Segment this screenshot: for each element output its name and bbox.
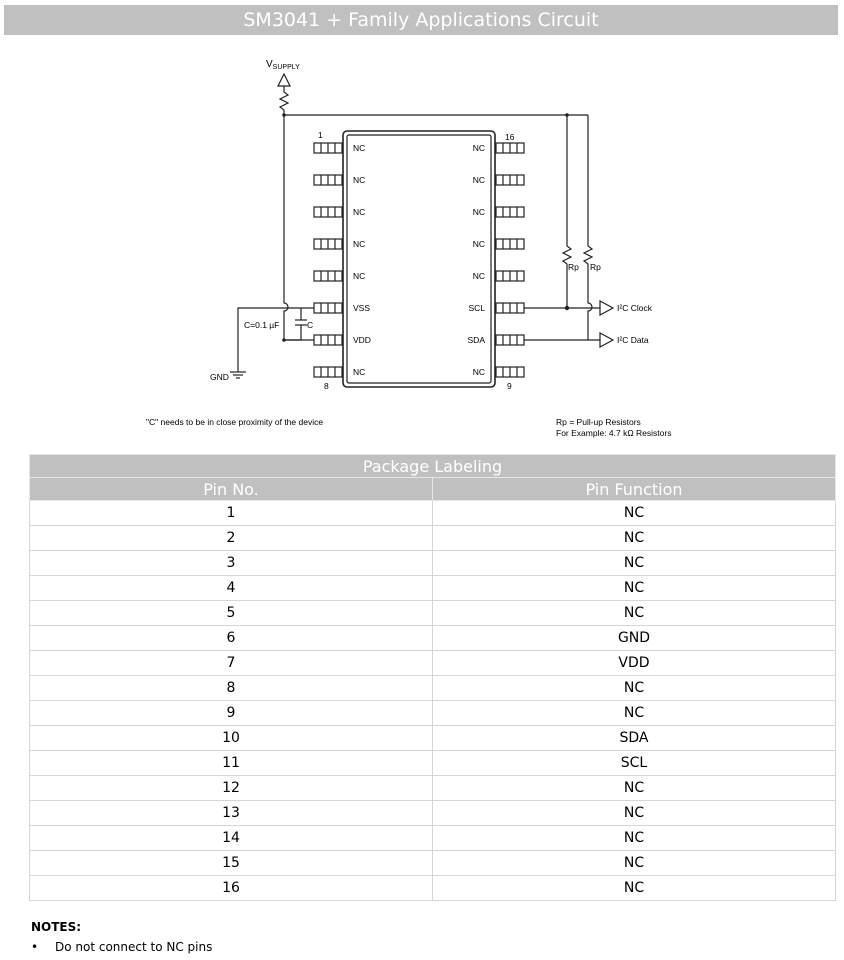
left-pin-label: NC	[353, 271, 366, 281]
notes-title: NOTES:	[31, 920, 82, 934]
chip-pin-left	[314, 303, 342, 313]
pullup-resistor-note: Rp = Pull-up Resistors	[556, 417, 641, 427]
table-row	[30, 876, 836, 901]
pin-function-cell: NC	[433, 501, 836, 526]
pin-number-cell: 12	[30, 776, 433, 801]
left-pin-label: NC	[353, 207, 366, 217]
right-pin-label: SDA	[467, 335, 485, 345]
pin-function-cell: NC	[433, 701, 836, 726]
page-title: SM3041 + Family Applications Circuit	[4, 5, 838, 35]
right-pin-label: NC	[472, 239, 485, 249]
pin-number-cell: 7	[30, 651, 433, 676]
table-row	[30, 526, 836, 551]
table-row	[30, 801, 836, 826]
table-row	[30, 826, 836, 851]
i2c-data-label: I²C Data	[617, 335, 649, 345]
supply-resistor	[280, 86, 288, 115]
vdd-wire	[284, 115, 314, 340]
table-row	[30, 851, 836, 876]
chip-pin-right	[496, 303, 524, 313]
pin9-number: 9	[507, 381, 512, 391]
column-header-pin-no: Pin No.	[30, 478, 433, 501]
chip-pin-left	[314, 143, 342, 153]
pullup-resistor-example: For Example: 4.7 kΩ Resistors	[556, 428, 672, 438]
capacitor-proximity-note: "C" needs to be in close proximity of the device	[146, 417, 324, 427]
chip-pin-left	[314, 239, 342, 249]
table-row	[30, 626, 836, 651]
chip-pin-right	[496, 143, 524, 153]
right-pin-label: NC	[472, 175, 485, 185]
pin-function-cell: SCL	[433, 751, 836, 776]
pin-number-cell: 2	[30, 526, 433, 551]
pin-function-cell: NC	[433, 676, 836, 701]
chip-body	[343, 131, 495, 387]
pin-number-cell: 3	[30, 551, 433, 576]
pin8-number: 8	[324, 381, 329, 391]
i2c-clock-label: I²C Clock	[617, 303, 652, 313]
capacitor-value-label: C=0.1 µF	[244, 320, 280, 330]
pin-function-cell: SDA	[433, 726, 836, 751]
chip-pin-right	[496, 271, 524, 281]
note-item	[31, 940, 212, 954]
pin-function-cell: NC	[433, 601, 836, 626]
table-row	[30, 676, 836, 701]
pin-number-cell: 1	[30, 501, 433, 526]
data-output-icon	[600, 333, 613, 347]
gnd-label: GND	[210, 372, 229, 382]
pullup-resistor-2	[584, 115, 592, 340]
pin1-number: 1	[318, 130, 323, 140]
chip-pin-left	[314, 367, 342, 377]
chip-pin-left	[314, 335, 342, 345]
pullup-resistor-label-2: Rp	[590, 262, 601, 272]
pin-function-cell: NC	[433, 876, 836, 901]
pin-number-cell: 8	[30, 676, 433, 701]
pin-number-cell: 5	[30, 601, 433, 626]
left-pin-label: NC	[353, 239, 366, 249]
pin-number-cell: 14	[30, 826, 433, 851]
table-row	[30, 701, 836, 726]
pullup-resistor-label-1: Rp	[568, 262, 579, 272]
pin-number-cell: 6	[30, 626, 433, 651]
chip-pin-left	[314, 271, 342, 281]
table-row	[30, 501, 836, 526]
pin-function-cell: NC	[433, 551, 836, 576]
left-pin-label: NC	[353, 367, 366, 377]
bullet-icon: •	[31, 940, 39, 954]
chip-pin-right	[496, 239, 524, 249]
table-row	[30, 551, 836, 576]
right-pin-label: NC	[472, 271, 485, 281]
supply-label: $V_{SUPPLY}$	[266, 59, 300, 71]
chip-pin-left	[314, 207, 342, 217]
table-row	[30, 751, 836, 776]
pin-number-cell: 13	[30, 801, 433, 826]
pin-function-cell: NC	[433, 776, 836, 801]
capacitor-label: C	[307, 320, 314, 330]
table-row	[30, 651, 836, 676]
left-pin-label: VSS	[353, 303, 371, 313]
table-row	[30, 776, 836, 801]
application-circuit-diagram	[0, 40, 844, 450]
table-row	[30, 576, 836, 601]
chip-pin-right	[496, 207, 524, 217]
table-title: Package Labeling	[30, 455, 836, 478]
ground-icon	[230, 372, 246, 378]
pin-number-cell: 4	[30, 576, 433, 601]
left-pin-label: NC	[353, 143, 366, 153]
notes-section	[31, 920, 212, 954]
right-pin-label: NC	[472, 207, 485, 217]
pin-number-cell: 16	[30, 876, 433, 901]
pullup-resistor-1	[563, 115, 571, 308]
pin-function-cell: NC	[433, 576, 836, 601]
supply-arrow-icon	[278, 74, 290, 86]
right-pin-label: SCL	[468, 303, 485, 313]
pin-number-cell: 9	[30, 701, 433, 726]
clock-output-icon	[600, 301, 613, 315]
pin-number-cell: 11	[30, 751, 433, 776]
pin16-number: 16	[505, 132, 515, 142]
left-pin-label: NC	[353, 175, 366, 185]
note-text: Do not connect to NC pins	[55, 940, 213, 954]
pin-function-cell: NC	[433, 826, 836, 851]
chip-pin-right	[496, 335, 524, 345]
pin-number-cell: 15	[30, 851, 433, 876]
left-pin-label: VDD	[353, 335, 371, 345]
pin-number-cell: 10	[30, 726, 433, 751]
pin-function-cell: GND	[433, 626, 836, 651]
pin-function-cell: NC	[433, 526, 836, 551]
table-row	[30, 601, 836, 626]
chip-pin-right	[496, 175, 524, 185]
pin-function-cell: NC	[433, 801, 836, 826]
package-labeling-table	[29, 454, 836, 901]
chip-pin-right	[496, 367, 524, 377]
column-header-pin-function: Pin Function	[433, 478, 836, 501]
table-row	[30, 726, 836, 751]
right-pin-label: NC	[472, 143, 485, 153]
right-pin-label: NC	[472, 367, 485, 377]
chip-pin-left	[314, 175, 342, 185]
pin-function-cell: NC	[433, 851, 836, 876]
pin-function-cell: VDD	[433, 651, 836, 676]
